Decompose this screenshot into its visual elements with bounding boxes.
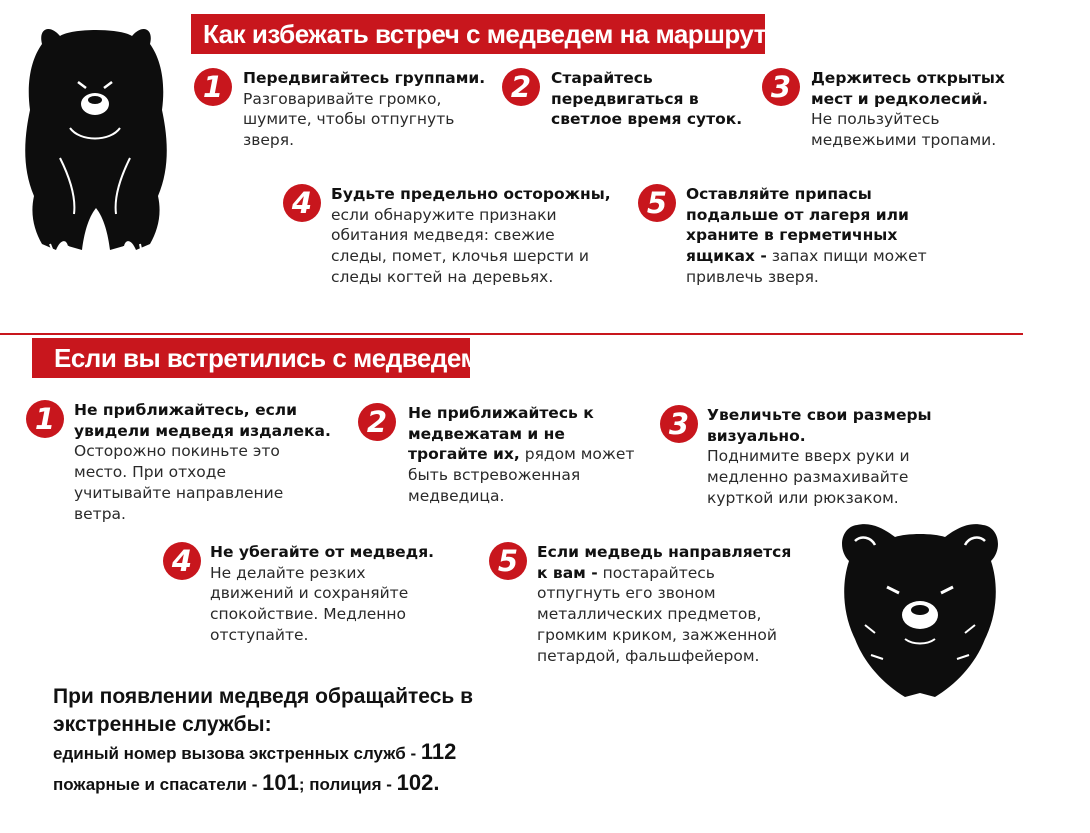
bear-standing-icon (20, 18, 170, 258)
emergency-number-112: 112 (420, 739, 457, 764)
number-badge: 4 (283, 184, 321, 222)
number-badge: 3 (660, 405, 698, 443)
emergency-line-1: единый номер вызова экстренных служб - 112 (53, 739, 457, 764)
number-badge: 2 (502, 68, 540, 106)
number-badge: 4 (163, 542, 201, 580)
item-text: Не приближайтесь, если увидели медведя издалека. Осторожно покиньте это место. При отходе учитывайте направление ветра. (74, 401, 331, 523)
item-text: Не убегайте от медведя. Не делайте резких движений и сохраняйте спокойствие. Медленно отступайте. (210, 543, 435, 644)
item-text: Будьте предельно осторожны, если обнаружите признаки обитания медведя: свежие следы, помет, клочья шерсти и следы когтей на деревьях. (331, 185, 611, 286)
number-badge: 5 (638, 184, 676, 222)
emergency-heading: При появлении медведя обращайтесь в экстренные службы: (53, 685, 474, 736)
item-text: Если медведь направляется к вам - постарайтесь отпугнуть его звоном металлических предметов, громким криком, зажженной петардой, фальшфейером. (537, 543, 792, 665)
item-text: Не приближайтесь к медвежатам и не трогайте их, рядом может быть встревоженная медведица. (408, 404, 635, 505)
section-divider (0, 333, 1023, 335)
number-badge: 1 (194, 68, 232, 106)
section2-title: Если вы встретились с медведем: (32, 338, 470, 378)
section1-title: Как избежать встреч с медведем на маршрутах: (191, 14, 765, 54)
item-text: Увеличьте свои размеры визуально. Поднимите вверх руки и медленно размахивайте курткой или рюкзаком. (707, 406, 932, 507)
number-badge: 2 (358, 403, 396, 441)
number-badge: 5 (489, 542, 527, 580)
number-badge: 1 (26, 400, 64, 438)
bear-head-icon (835, 515, 1005, 700)
fire-number: 101 (262, 770, 299, 795)
item-text: Держитесь открытых мест и редколесий. Не пользуйтесь медвежьими тропами. (811, 69, 1005, 150)
number-badge: 3 (762, 68, 800, 106)
item-text: Старайтесь передвигаться в светлое время суток. (551, 69, 743, 129)
emergency-line-2: пожарные и спасатели - 101; полиция - 102. (53, 770, 440, 795)
item-text: Оставляйте припасы подальше от лагеря или храните в герметичных ящиках - запах пищи может привлечь зверя. (686, 185, 927, 286)
police-number: 102 (396, 770, 434, 795)
item-text: Передвигайтесь группами. Разговаривайте громко, шумите, чтобы отпугнуть зверя. (243, 69, 486, 150)
